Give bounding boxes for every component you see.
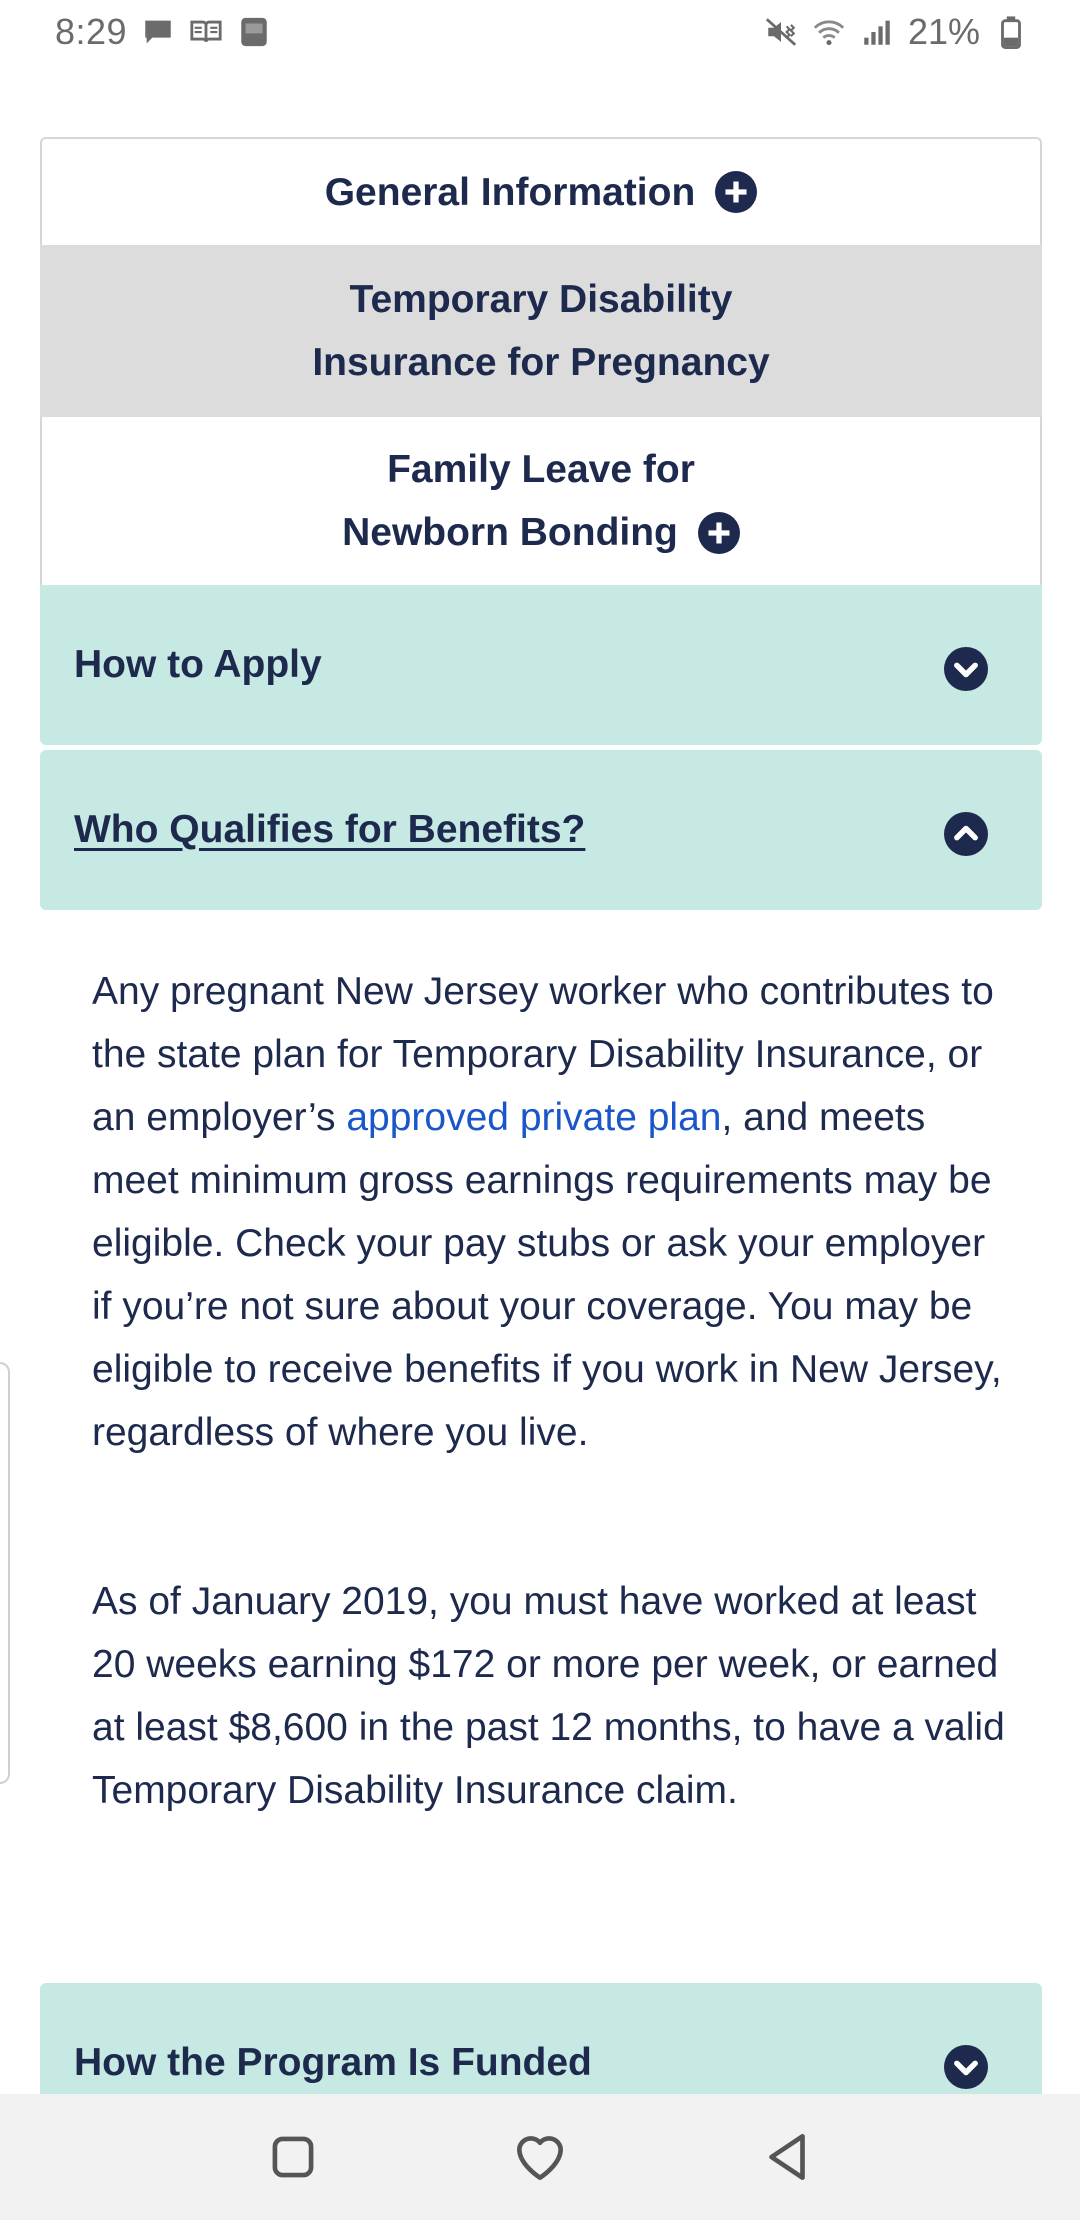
edge-panel-handle[interactable] [0,1362,10,1784]
signal-icon [860,15,894,49]
accordion-how-to-apply[interactable] [40,585,1042,745]
system-nav-bar [0,2094,1080,2220]
battery-icon [994,15,1028,49]
tab-general-information[interactable] [40,137,1042,245]
bible-app-icon [237,15,271,49]
tab-general-information-label: General Information [324,170,696,214]
status-right [764,11,1028,53]
mute-vibrate-icon [764,15,798,49]
plus-circle-icon [715,169,757,211]
accordion-who-qualifies[interactable] [40,750,1042,910]
tab-temporary-disability-insurance[interactable] [40,245,1042,417]
back-icon[interactable] [756,2126,818,2188]
who-qualifies-paragraph-1 [92,960,1012,1464]
accordion-who-qualifies-title: Who Qualifies for Benefits? [74,808,586,851]
tab-tdi-label-line1: Temporary Disability [349,278,733,321]
plus-circle-icon [698,510,740,552]
status-bar [0,0,1080,64]
chevron-up-icon [944,812,988,856]
accordion-how-to-apply-title: How to Apply [74,643,322,686]
chevron-down-icon [944,2045,988,2089]
p1-text-after: , and meets meet minimum gross earnings requirements may be eligible. Check your pay stubs or ask your employer if you’re not sure about your coverage. You may be eligible to receive benefits if you work in New Jersey, regardless of where you live. [92,1096,1002,1454]
status-time: 8:29 [55,11,128,52]
tab-family-leave[interactable] [40,417,1042,585]
chevron-down-icon [944,647,988,691]
tab-family-leave-label-line2: Newborn Bonding [342,511,678,554]
approved-private-plan-link[interactable]: approved private plan [346,1096,722,1139]
recent-apps-icon[interactable] [262,2126,324,2188]
battery-percent: 21% [907,11,980,52]
tab-family-leave-label-line1: Family Leave for [387,448,695,491]
who-qualifies-paragraph-2: As of January 2019, you must have worked at least 20 weeks earning $172 or more per week, or earned at least $8,600 in the past 12 months, to have a valid Temporary Disability Insurance claim. [92,1580,1005,1812]
p1-text-before: Any pregnant New Jersey worker who contributes to the state plan for Temporary Disability Insurance, or an employer’s [92,970,994,1139]
accordion-how-funded-title: How the Program Is Funded [74,2041,592,2084]
book-icon [189,15,223,49]
tab-tdi-label-line2: Insurance for Pregnancy [312,341,770,384]
home-heart-icon[interactable] [509,2126,571,2188]
message-icon [141,15,175,49]
wifi-icon [812,15,846,49]
status-left [55,11,271,53]
